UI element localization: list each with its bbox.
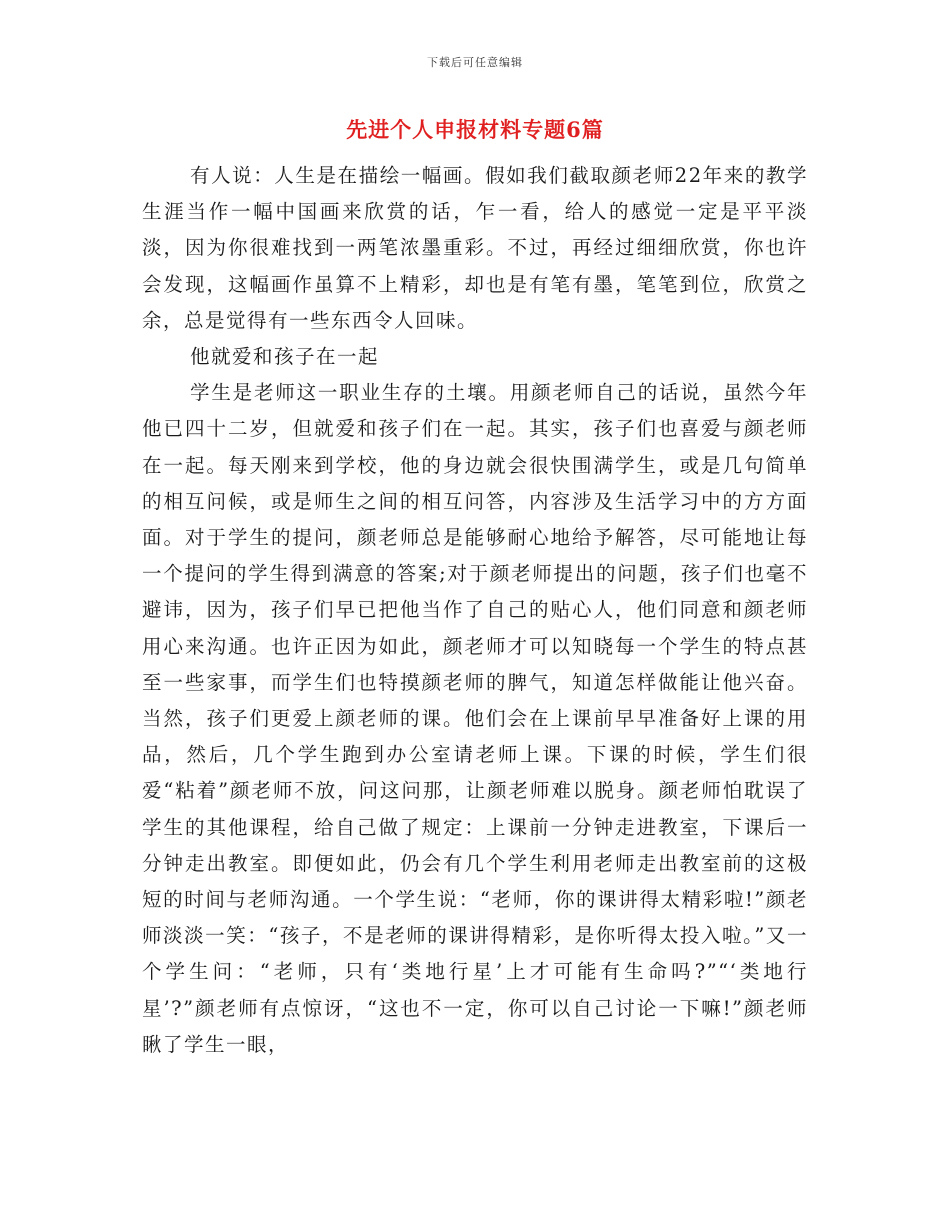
- document-body: [142, 158, 808, 1063]
- section-heading: 他就爱和孩子在一起: [190, 345, 380, 369]
- page-header-note: 下载后可任意编辑: [427, 56, 523, 69]
- paragraph-body: 学生是老师这一职业生存的土壤。用颜老师自己的话说，虽然今年他已四十二岁，但就爱和孩子们在一起。其实，孩子们也喜爱与颜老师在一起。每天刚来到学校，他的身边就会很快围满学生，或是几句简单的相互问候，或是师生之间的相互问答，内容涉及生活学习中的方方面面。对于学生的提问，颜老师总是能够耐心地给予解答，尽可能地让每一个提问的学生得到满意的答案;对于颜老师提出的问题，孩子们也毫不避讳，因为，孩子们早已把他当作了自己的贴心人，他们同意和颜老师用心来沟通。也许正因为如此，颜老师才可以知晓每一个学生的特点甚至一些家事，而学生们也特摸颜老师的脾气，知道怎样做能让他兴奋。当然，孩子们更爱上颜老师的课。他们会在上课前早早准备好上课的用品，然后，几个学生跑到办公室请老师上课。下课的时候，学生们很爱“粘着”颜老师不放，问这问那，让颜老师难以脱身。颜老师怕耽误了学生的其他课程，给自己做了规定：上课前一分钟走进教室，下课后一分钟走出教室。即便如此，仍会有几个学生利用老师走出教室前的这极短的时间与老师沟通。一个学生说：“老师，你的课讲得太精彩啦!”颜老师淡淡一笑：“孩子，不是老师的课讲得精彩，是你听得太投入啦。”又一个学生问：“老师，只有‘类地行星’上才可能有生命吗?”“‘类地行星’?”颜老师有点惊讶，“这也不一定，你可以自己讨论一下嘛!”颜老师瞅了学生一眼，: [142, 381, 808, 1056]
- paragraph-intro: 有人说：人生是在描绘一幅画。假如我们截取颜老师22年来的教学生涯当作一幅中国画来欣赏的话，乍一看，给人的感觉一定是平平淡淡，因为你很难找到一两笔浓墨重彩。不过，再经过细细欣赏，你也许会发现，这幅画作虽算不上精彩，却也是有笔有墨，笔笔到位，欣赏之余，总是觉得有一些东西令人回味。: [142, 164, 808, 332]
- document-title: 先进个人申报材料专题6篇: [346, 117, 604, 142]
